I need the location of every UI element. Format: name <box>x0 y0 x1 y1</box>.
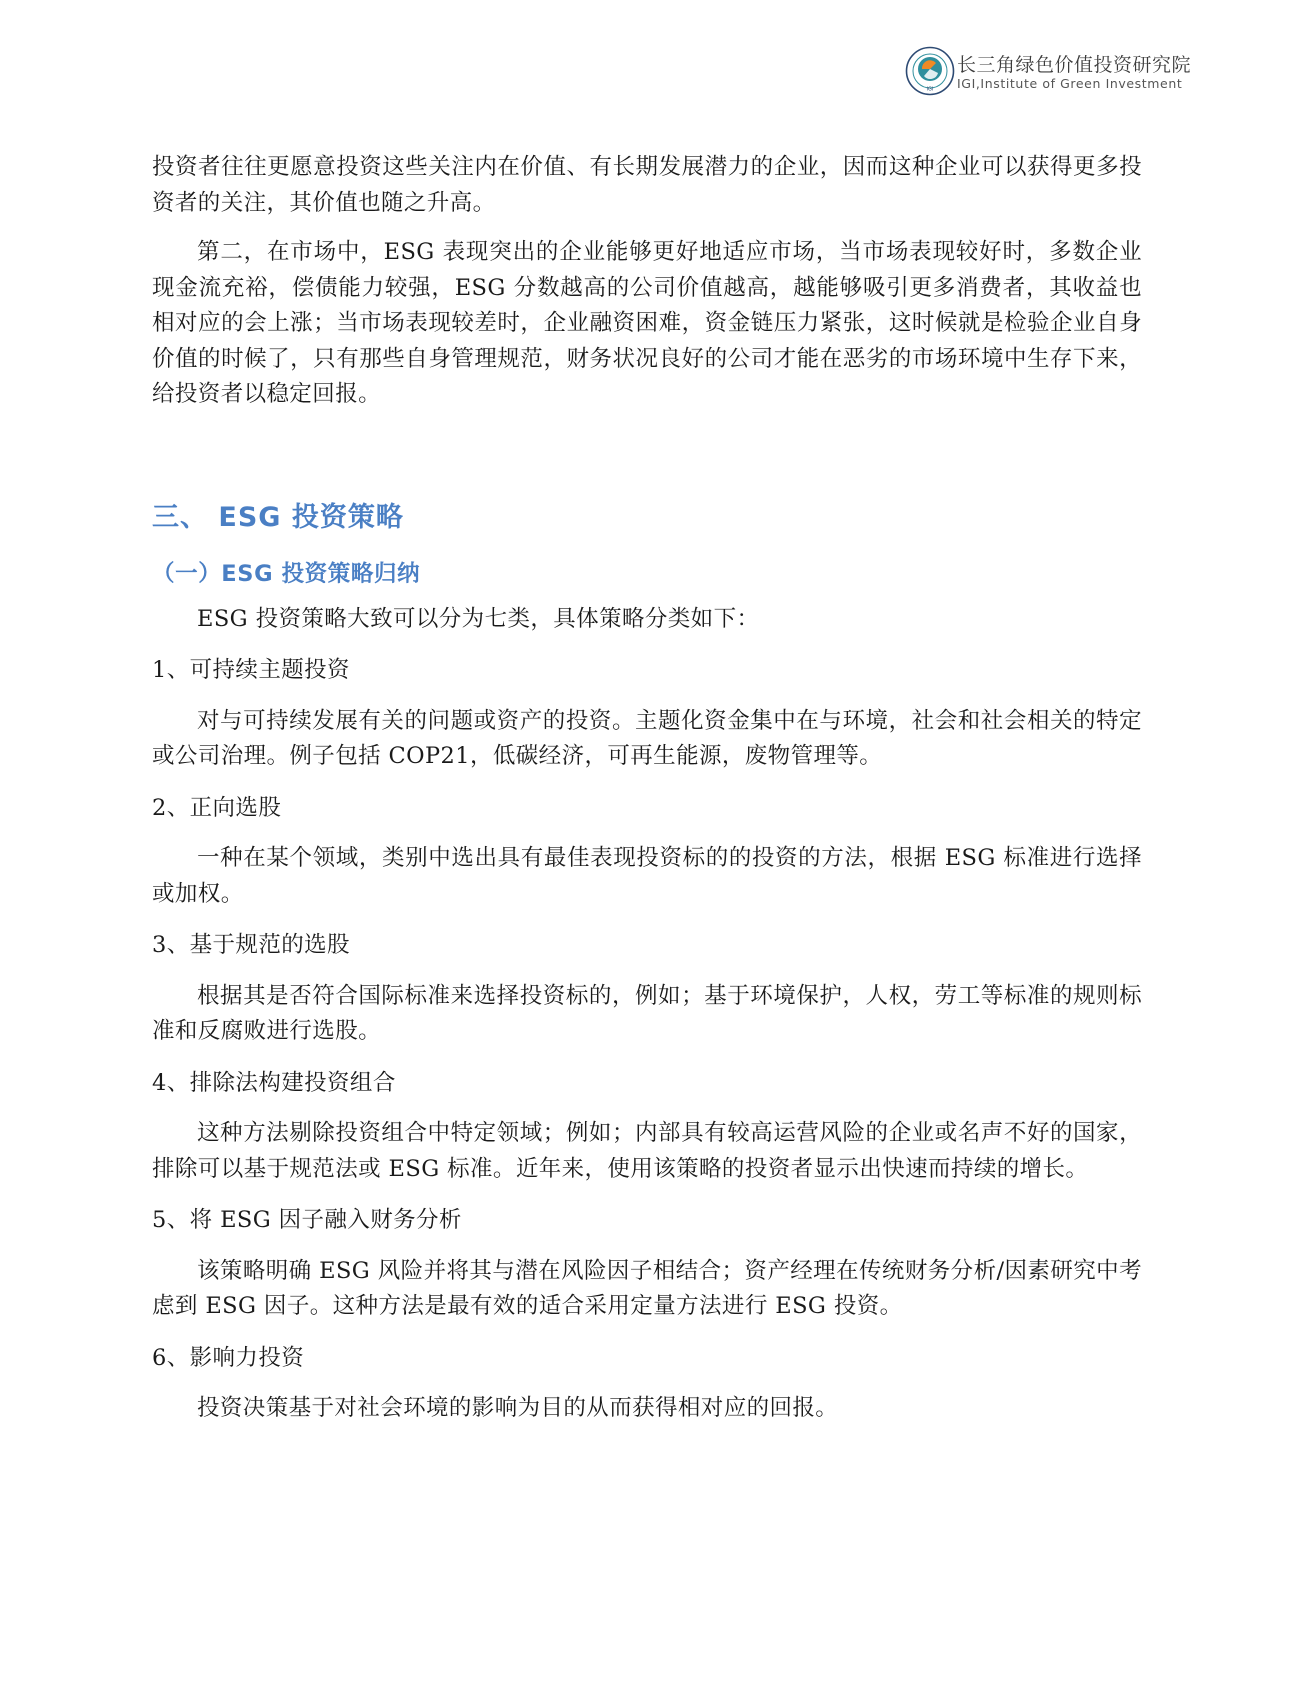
strategy-title-4: 4、排除法构建投资组合 <box>152 1069 396 1096</box>
section-heading: 三、 ESG 投资策略 <box>152 501 404 533</box>
intro-paragraph-1: 投资者往往更愿意投资这些关注内在价值、有长期发展潜力的企业，因而这种企业可以获得更多投资者的关注，其价值也随之升高。 <box>152 154 1142 216</box>
strategy-title-6: 6、影响力投资 <box>152 1344 305 1371</box>
strategy-title-3: 3、基于规范的选股 <box>152 932 350 958</box>
strategy-body-2: 一种在某个领域，类别中选出具有最佳表现投资标的的投资的方法，根据 ESG 标准进行选择或加权。 <box>152 845 1142 907</box>
strategy-body-3: 根据其是否符合国际标准来选择投资标的，例如；基于环境保护，人权，劳工等标准的规则标准和反腐败进行选股。 <box>152 982 1142 1044</box>
institute-name-cn: 长三角绿色价值投资研究院 <box>957 54 1192 76</box>
subsection-heading: （一）ESG 投资策略归纳 <box>152 560 421 587</box>
page-header <box>905 46 1235 96</box>
strategy-title-1: 1、可持续主题投资 <box>152 657 350 683</box>
strategy-body-5: 该策略明确 ESG 风险并将其与潜在风险因子相结合；资产经理在传统财务分析/因素研究中考虑到 ESG 因子。这种方法是最有效的适合采用定量方法进行 ESG 投资。 <box>152 1257 1142 1319</box>
strategy-title-5: 5、将 ESG 因子融入财务分析 <box>152 1207 462 1233</box>
intro-paragraph-2: 第二，在市场中，ESG 表现突出的企业能够更好地适应市场，当市场表现较好时，多数企业现金流充裕，偿债能力较强，ESG 分数越高的公司价值越高，越能够吸引更多消费者，其收益也相对应的会上涨；当市场表现较差时，企业融资困难，资金链压力紧张，这时候就是检验企业自身价值的时候了，只有那些自身管理规范，财务状况良好的公司才能在恶劣的市场环境中生存下来，给投资者以稳定回报。 <box>152 239 1142 407</box>
svg-text:IGI: IGI <box>926 86 934 93</box>
document-body <box>152 150 1142 1427</box>
strategy-title-2: 2、正向选股 <box>152 794 282 821</box>
institute-name-en: IGI,Institute of Green Investment <box>957 76 1183 91</box>
section-lead: ESG 投资策略大致可以分为七类，具体策略分类如下： <box>197 605 760 632</box>
institute-logo <box>905 46 955 96</box>
strategy-body-6: 投资决策基于对社会环境的影响为目的从而获得相对应的回报。 <box>197 1395 839 1421</box>
strategy-body-1: 对与可持续发展有关的问题或资产的投资。主题化资金集中在与环境，社会和社会相关的特定或公司治理。例子包括 COP21，低碳经济，可再生能源，废物管理等。 <box>152 707 1142 769</box>
strategy-body-4: 这种方法剔除投资组合中特定领域；例如；内部具有较高运营风险的企业或名声不好的国家，排除可以基于规范法或 ESG 标准。近年来，使用该策略的投资者显示出快速而持续的增长。 <box>152 1120 1142 1182</box>
